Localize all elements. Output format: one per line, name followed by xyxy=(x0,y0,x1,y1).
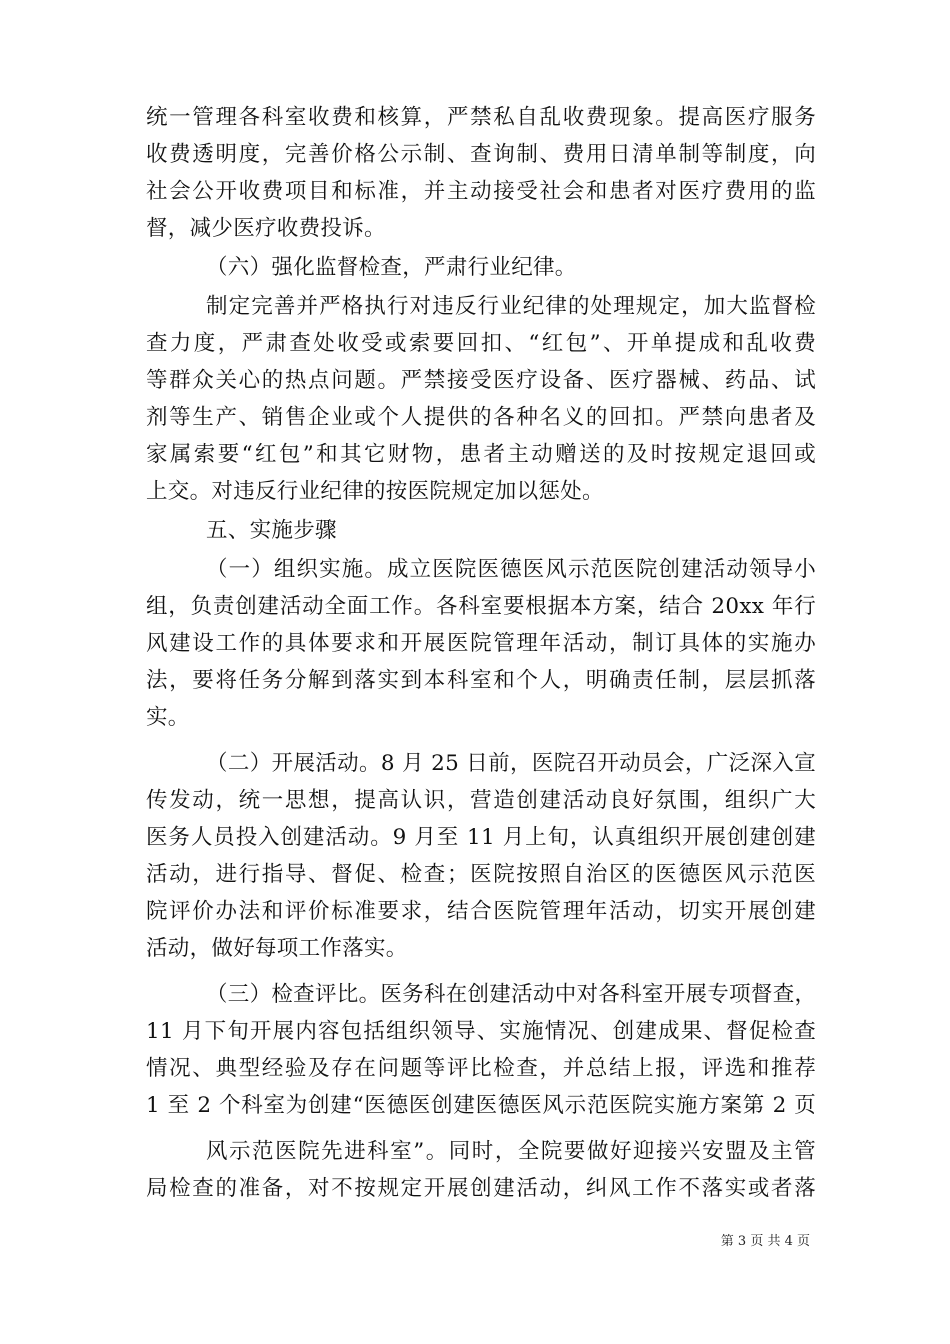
paragraph-line: 家属索要“红包”和其它财物，患者主动赠送的及时按规定退回或 xyxy=(146,442,816,467)
paragraph-line: 统一管理各科室收费和核算，严禁私自乱收费现象。提高医疗服务 xyxy=(146,105,816,130)
page-number-footer: 第 3 页 共 4 页 xyxy=(720,1234,810,1249)
paragraph-line: 风示范医院先进科室”。同时，全院要做好迎接兴安盟及主管 xyxy=(206,1139,816,1164)
paragraph-line: 上交。对违反行业纪律的按医院规定加以惩处。 xyxy=(146,479,604,504)
paragraph-line: 活动，做好每项工作落实。 xyxy=(146,936,408,961)
paragraph-line: 督，减少医疗收费投诉。 xyxy=(146,216,386,241)
paragraph-line: 查力度，严肃查处收受或索要回扣、“红包”、开单提成和乱收费 xyxy=(146,331,816,356)
paragraph-line: 社会公开收费项目和标准，并主动接受社会和患者对医疗费用的监 xyxy=(146,179,816,204)
paragraph-line: 制定完善并严格执行对违反行业纪律的处理规定，加大监督检 xyxy=(206,294,816,319)
document-body xyxy=(146,99,816,1207)
paragraph-line: 实。 xyxy=(146,705,190,730)
section-heading: （六）强化监督检查，严肃行业纪律。 xyxy=(206,255,577,280)
paragraph-line: 等群众关心的热点问题。严禁接受医疗设备、医疗器械、药品、试 xyxy=(146,368,816,393)
paragraph-line: 法，要将任务分解到落实到本科室和个人，明确责任制，层层抓落 xyxy=(146,668,816,693)
paragraph-line: （三）检查评比。医务科在创建活动中对各科室开展专项督查， xyxy=(206,982,816,1007)
paragraph-line: 组，负责创建活动全面工作。各科室要根据本方案，结合 20xx 年行 xyxy=(146,594,816,619)
paragraph-line: 传发动，统一思想，提高认识，营造创建活动良好氛围，组织广大 xyxy=(146,788,816,813)
paragraph-line: 情况、典型经验及存在问题等评比检查，并总结上报，评选和推荐 xyxy=(146,1056,816,1081)
paragraph-line: 剂等生产、销售企业或个人提供的各种名义的回扣。严禁向患者及 xyxy=(146,405,816,430)
paragraph-line: （一）组织实施。成立医院医德医风示范医院创建活动领导小 xyxy=(206,557,816,582)
paragraph-line: 局检查的准备，对不按规定开展创建活动，纠风工作不落实或者落 xyxy=(146,1176,816,1201)
paragraph-line: 收费透明度，完善价格公示制、查询制、费用日清单制等制度，向 xyxy=(146,142,816,167)
paragraph-line: 风建设工作的具体要求和开展医院管理年活动，制订具体的实施办 xyxy=(146,631,816,656)
paragraph-line: 11 月下旬开展内容包括组织领导、实施情况、创建成果、督促检查 xyxy=(146,1019,816,1044)
paragraph-line: 院评价办法和评价标准要求，结合医院管理年活动，切实开展创建 xyxy=(146,899,816,924)
paragraph-line: 医务人员投入创建活动。9 月至 11 月上旬，认真组织开展创建创建 xyxy=(146,825,816,850)
paragraph-line: 活动，进行指导、督促、检查；医院按照自治区的医德医风示范医 xyxy=(146,862,816,887)
paragraph-line: （二）开展活动。8 月 25 日前，医院召开动员会，广泛深入宣 xyxy=(206,751,816,776)
paragraph-line: 1 至 2 个科室为创建“医德医创建医德医风示范医院实施方案第 2 页 xyxy=(146,1093,816,1118)
section-heading: 五、实施步骤 xyxy=(206,518,337,543)
